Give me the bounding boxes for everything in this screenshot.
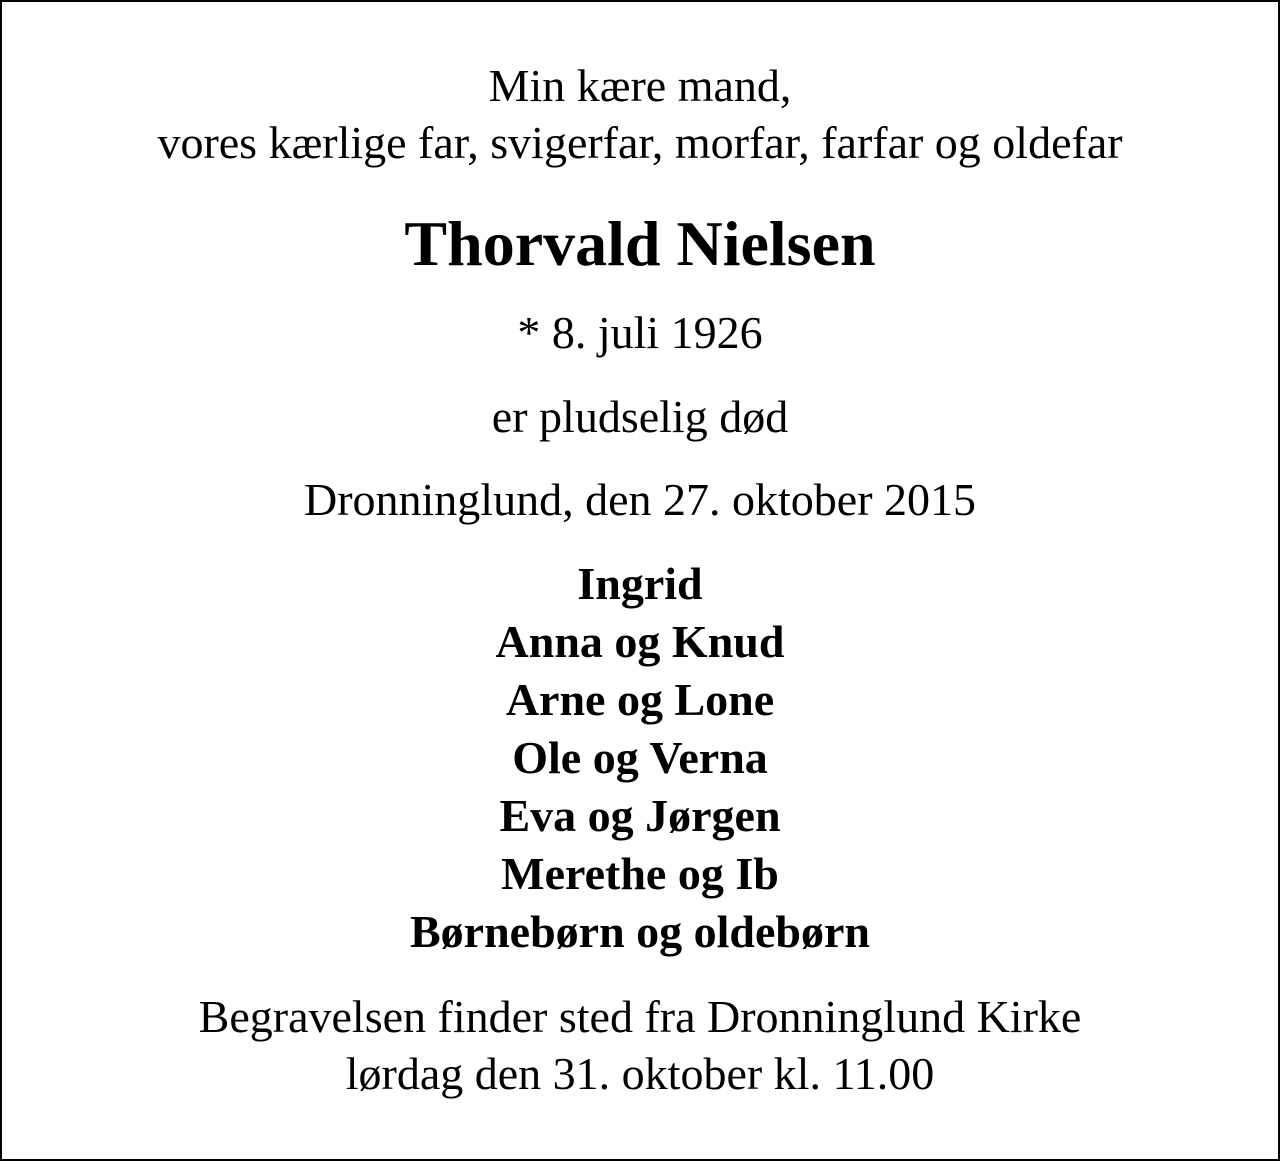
family-member: Eva og Jørgen [499, 790, 781, 841]
intro-line-2: vores kærlige far, svigerfar, morfar, farfar og oldefar [157, 117, 1123, 168]
place-and-date: Dronninglund, den 27. oktober 2015 [303, 474, 977, 525]
funeral-info-line-2: lørdag den 31. oktober kl. 11.00 [345, 1048, 935, 1099]
deceased-name: Thorvald Nielsen [404, 208, 876, 279]
family-member: Ingrid [577, 558, 703, 609]
funeral-info-line-1: Begravelsen finder sted fra Dronninglund Kirke [198, 991, 1082, 1042]
birth-date: * 8. juli 1926 [517, 307, 763, 358]
intro-line-1: Min kære mand, [488, 60, 792, 111]
family-member: Ole og Verna [512, 732, 768, 783]
family-member: Anna og Knud [495, 616, 785, 667]
death-statement: er pludselig død [491, 391, 789, 442]
family-member: Arne og Lone [505, 674, 775, 725]
family-member: Merethe og Ib [501, 848, 779, 899]
family-member: Børnebørn og oldebørn [409, 906, 871, 957]
